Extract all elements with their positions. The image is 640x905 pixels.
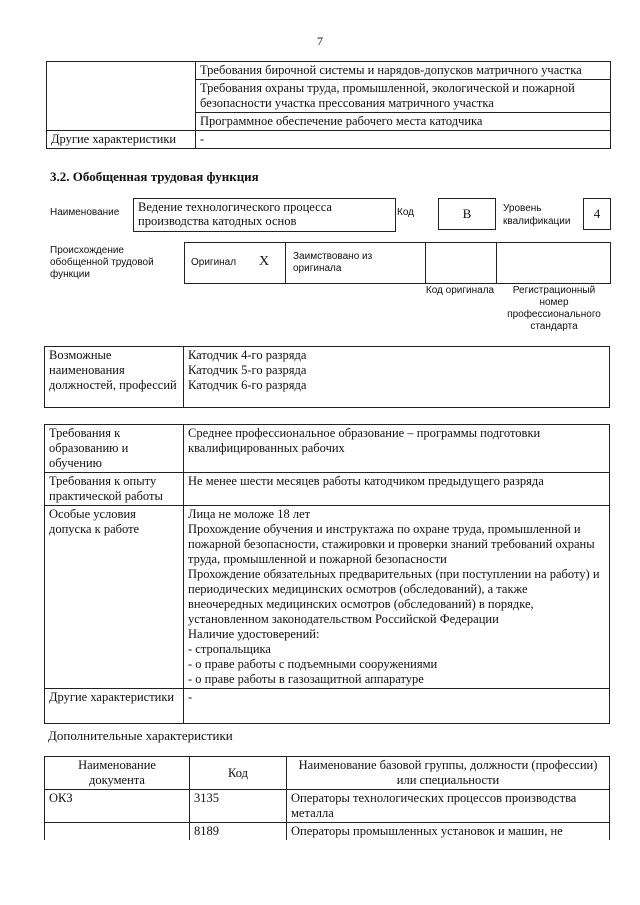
other-characteristics-label: Другие характеристики [47, 131, 196, 149]
header-code: Код [190, 757, 287, 790]
original-mark: X [259, 254, 270, 269]
empty-label-cell [47, 62, 196, 131]
position-item: Катодчик 6-го разряда [188, 378, 307, 392]
other-characteristics-value: - [196, 131, 611, 149]
condition-line: Наличие удостоверений: [188, 627, 320, 641]
registration-number-box [496, 242, 611, 284]
row-name: Операторы технологических процессов производства металла [287, 790, 610, 823]
section-title: 3.2. Обобщенная трудовая функция [50, 169, 259, 184]
experience-value: Не менее шести месяцев работы катодчиком предыдущего разряда [184, 473, 610, 506]
function-name-box: Ведение технологического процесса производства катодных основ [133, 198, 396, 232]
education-label: Требования к образованию и обучению [45, 425, 184, 473]
page-number: 7 [317, 34, 323, 48]
level-label: Уровень квалификации [503, 203, 571, 227]
row-name: Операторы промышленных установок и машин, не [287, 823, 610, 841]
header-document: Наименование документа [45, 757, 190, 790]
original-code-box [425, 242, 497, 284]
top-characteristics-table [46, 61, 611, 149]
condition-line: - о праве работы в газозащитной аппаратуре [188, 672, 424, 686]
positions-label: Возможные наименования должностей, профессий [45, 347, 184, 408]
positions-values [184, 347, 610, 408]
level-value-box: 4 [583, 198, 611, 230]
table-row: Программное обеспечение рабочего места катодчика [196, 113, 611, 131]
other-characteristics-label: Другие характеристики [45, 689, 184, 724]
condition-line: Прохождение обучения и инструктажа по охране труда, промышленной и пожарной безопасности, стажировки и проверки знаний требований охраны труда, промышленной и пожарной безопасности [188, 522, 595, 566]
code-value-box: B [438, 198, 496, 230]
name-label: Наименование [50, 207, 120, 218]
table-row: Требования бирочной системы и нарядов-допусков матричного участка [196, 62, 611, 80]
positions-table [44, 346, 610, 408]
header-name: Наименование базовой группы, должности (профессии) или специальности [287, 757, 610, 790]
origin-label: Происхождение обобщенной трудовой функции [50, 245, 154, 280]
row-code: 3135 [190, 790, 287, 823]
requirements-table [44, 424, 610, 724]
condition-line: - о праве работы с подъемными сооружениями [188, 657, 438, 671]
origin-box [184, 242, 426, 284]
condition-line: Лица не моложе 18 лет [188, 507, 311, 521]
additional-table [44, 756, 610, 840]
condition-line: Прохождение обязательных предварительных (при поступлении на работу) и периодических медицинских осмотров (обследований), а также внеочередных медицинских осмотров (обследований) в порядке, установленном законодательством Российской Федерации [188, 567, 600, 626]
code-caption: Код оригинала [425, 285, 495, 296]
position-item: Катодчик 5-го разряда [188, 363, 307, 377]
row-document: ОКЗ [45, 790, 190, 823]
education-value: Среднее профессиональное образование – программы подготовки квалифицированных рабочих [184, 425, 610, 473]
condition-line: - стропальщика [188, 642, 271, 656]
table-row: Требования охраны труда, промышленной, экологической и пожарной безопасности участка прессования матричного участка [196, 80, 611, 113]
special-conditions-label: Особые условия допуска к работе [45, 506, 184, 689]
code-label: Код [397, 207, 415, 218]
divider [285, 243, 286, 283]
original-label: Оригинал [191, 257, 237, 268]
other-characteristics-value: - [184, 689, 610, 724]
experience-label: Требования к опыту практической работы [45, 473, 184, 506]
position-item: Катодчик 4-го разряда [188, 348, 307, 362]
row-document [45, 823, 190, 841]
borrowed-label: Заимствовано из оригинала [293, 251, 373, 274]
additional-title: Дополнительные характеристики [48, 728, 233, 743]
special-conditions-value [184, 506, 610, 689]
registration-caption: Регистрационный номер профессионального стандарта [507, 285, 601, 332]
row-code: 8189 [190, 823, 287, 841]
